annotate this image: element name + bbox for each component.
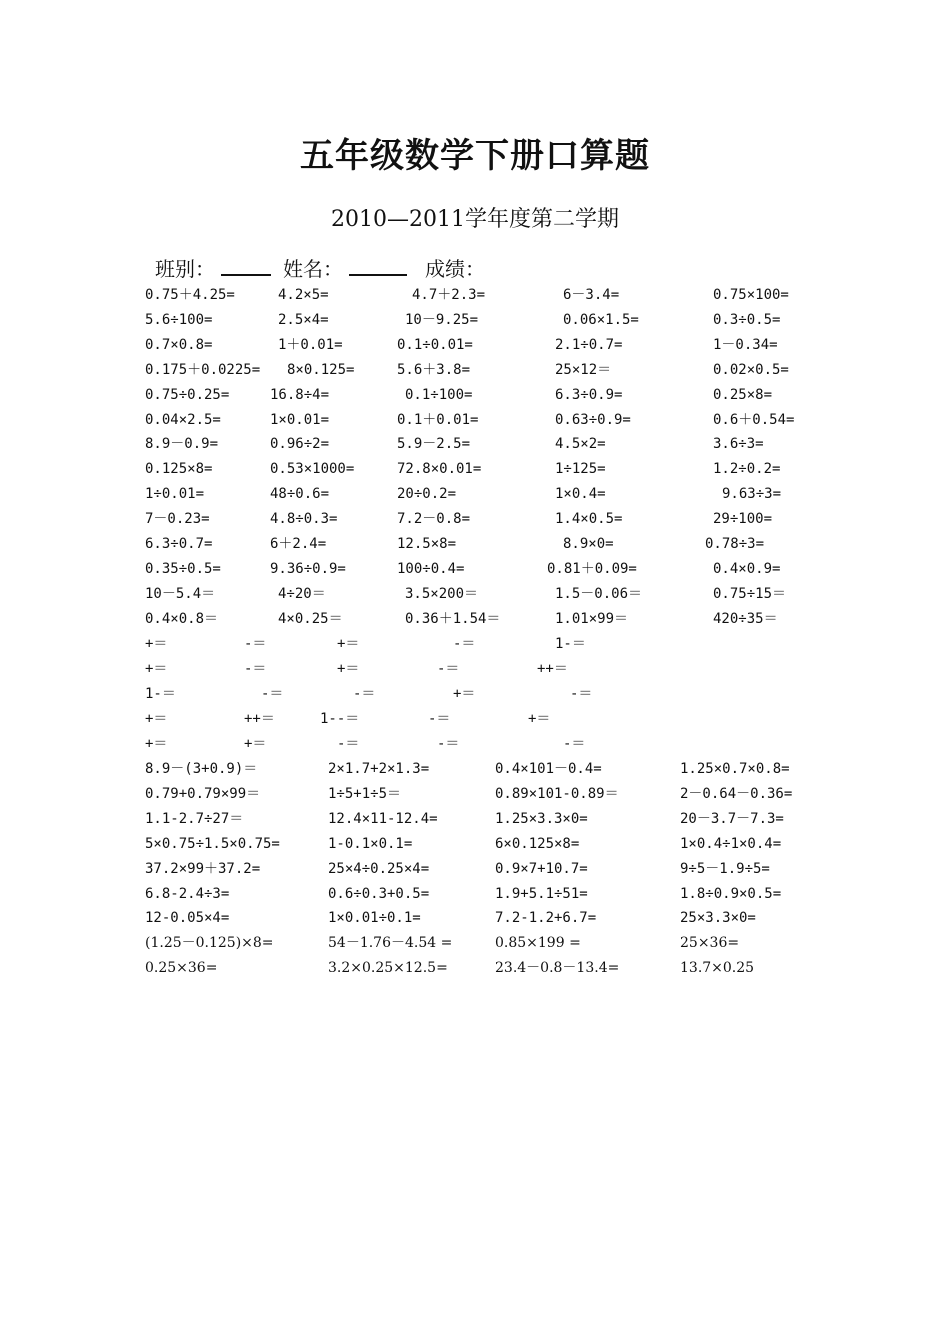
section2-problem: -＝ — [437, 660, 460, 677]
section1-row — [0, 607, 950, 631]
section3-problem: 2×1.7+2×1.3= — [328, 761, 430, 777]
section1-problem: 6＋2.4= — [270, 536, 327, 552]
section3-problem: 6×0.125×8= — [495, 835, 580, 852]
section1-problem: 9.63÷3= — [722, 486, 782, 503]
section1-problem: 5.6÷100= — [145, 311, 213, 328]
section4-row — [0, 931, 950, 955]
score-label: 成绩： — [425, 257, 485, 281]
section1-problem: 4.2×5= — [278, 287, 329, 303]
section2-row — [0, 682, 950, 706]
section1-row — [0, 457, 950, 481]
section2-problem: -＝ — [244, 636, 267, 652]
section2-problem: -＝ — [563, 735, 586, 752]
section1-problem: 0.4×0.9= — [713, 560, 781, 577]
name-label: 姓名： — [283, 257, 343, 281]
section1-problem: 420÷35＝ — [713, 610, 778, 627]
section3-problem: 1÷5+1÷5＝ — [328, 785, 402, 802]
section1-problem: 1.4×0.5= — [555, 511, 623, 528]
section1-problem: 0.78÷3= — [705, 536, 765, 552]
section3-problem: 37.2×99＋37.2= — [145, 860, 261, 877]
section3-row — [0, 832, 950, 856]
section3-problem: 1.25×0.7×0.8= — [680, 761, 790, 777]
section3-problem: 5×0.75÷1.5×0.75= — [145, 835, 280, 852]
section1-problem: 1.2÷0.2= — [713, 461, 781, 478]
section3-problem: 7.2-1.2+6.7= — [495, 910, 597, 927]
section1-problem: 8.9－0.9= — [145, 436, 219, 453]
name-blank — [349, 256, 407, 276]
section3-problem: 2－0.64－0.36= — [680, 785, 793, 802]
student-info — [155, 253, 485, 282]
section2-problem: -＝ — [337, 735, 360, 752]
section1-problem: 1－0.34= — [713, 336, 778, 353]
section1-problem: 0.75÷0.25= — [145, 386, 230, 403]
section1-problem: 0.06×1.5= — [563, 311, 639, 328]
section1-problem: 9.36÷0.9= — [270, 560, 346, 577]
section1-row — [0, 283, 950, 307]
section1-problem: 0.75×100= — [713, 287, 789, 303]
section3-problem: 25×3.3×0= — [680, 910, 756, 927]
section3-problem: 12-0.05×4= — [145, 910, 230, 927]
section1-problem: 1.01×99＝ — [555, 610, 629, 627]
section2-problem: -＝ — [353, 685, 376, 702]
section1-problem: 0.1＋0.01= — [397, 411, 479, 428]
section2-problem: -＝ — [437, 735, 460, 752]
section1-row — [0, 383, 950, 407]
section1-problem: 0.36＋1.54＝ — [405, 610, 501, 627]
section2-problem: 1--＝ — [320, 710, 360, 727]
section3-problem: 20－3.7－7.3= — [680, 810, 784, 827]
section2-problem: -＝ — [244, 660, 267, 677]
page-subtitle: 2010—2011学年度第二学期 — [331, 207, 619, 232]
class-label: 班别： — [155, 257, 215, 281]
section1-problem: 0.1÷100= — [405, 386, 473, 403]
section1-problem: 4÷20＝ — [278, 585, 326, 602]
section1-problem: 6.3÷0.9= — [555, 386, 623, 403]
section3-problem: 0.79+0.79×99＝ — [145, 785, 261, 802]
section4-problem: 23.4－0.8－13.4= — [495, 960, 620, 977]
section4-problem: 0.85×199 = — [495, 935, 581, 952]
section1-problem: 2.1÷0.7= — [555, 336, 623, 353]
section3-problem: 8.9－(3+0.9)＝ — [145, 761, 258, 777]
section1-problem: 0.3÷0.5= — [713, 311, 781, 328]
section3-problem: 1.1-2.7÷27＝ — [145, 810, 244, 827]
section2-problem: +＝ — [528, 710, 551, 727]
section3-problem: 1.8÷0.9×0.5= — [680, 885, 782, 902]
section4-row — [0, 956, 950, 980]
section1-problem: 8.9×0= — [563, 536, 614, 552]
section1-problem: 3.6÷3= — [713, 436, 764, 453]
section1-problem: 4×0.25＝ — [278, 610, 343, 627]
section1-row — [0, 582, 950, 606]
section1-problem: 10－9.25= — [405, 311, 479, 328]
section4-problem: 25×36= — [680, 935, 740, 952]
section2-problem: 1-＝ — [555, 636, 586, 652]
section4-problem: 54－1.76－4.54 = — [328, 935, 453, 952]
section3-problem: 0.9×7+10.7= — [495, 860, 588, 877]
section1-problem: 0.25×8= — [713, 386, 773, 403]
section2-problem: +＝ — [145, 660, 168, 677]
section1-problem: 0.4×0.8＝ — [145, 610, 219, 627]
section3-problem: 1.9+5.1÷51= — [495, 885, 588, 902]
section1-problem: 0.02×0.5= — [713, 361, 789, 378]
section1-row — [0, 557, 950, 581]
section1-problem: 7－0.23= — [145, 511, 210, 528]
section4-problem: (1.25－0.125)×8= — [145, 935, 274, 952]
section2-problem: +＝ — [145, 735, 168, 752]
section1-problem: 12.5×8= — [397, 536, 457, 552]
section2-problem: +＝ — [337, 660, 360, 677]
section1-problem: 48÷0.6= — [270, 486, 330, 503]
section1-problem: 1÷0.01= — [145, 486, 205, 503]
section1-row — [0, 358, 950, 382]
section1-problem: 0.53×1000= — [270, 461, 355, 478]
section1-row — [0, 408, 950, 432]
section1-problem: 5.6＋3.8= — [397, 361, 471, 378]
section3-row — [0, 906, 950, 930]
section1-problem: 8×0.125= — [287, 361, 355, 378]
section1-problem: 10－5.4＝ — [145, 585, 216, 602]
section1-row — [0, 308, 950, 332]
section3-problem: 0.89×101-0.89＝ — [495, 785, 619, 802]
section1-problem: 0.96÷2= — [270, 436, 330, 453]
section1-problem: 3.5×200＝ — [405, 585, 479, 602]
section1-problem: 16.8÷4= — [270, 386, 330, 403]
section2-problem: ++＝ — [537, 660, 568, 677]
section1-problem: 0.7×0.8= — [145, 336, 213, 353]
section1-problem: 0.81＋0.09= — [547, 560, 637, 577]
section1-problem: 0.35÷0.5= — [145, 560, 221, 577]
section3-problem: 0.4×101－0.4= — [495, 761, 602, 777]
section1-problem: 0.04×2.5= — [145, 411, 221, 428]
section1-problem: 25×12＝ — [555, 361, 612, 378]
section1-problem: 4.5×2= — [555, 436, 606, 453]
section1-problem: 0.175＋0.0225= — [145, 361, 261, 378]
section1-problem: 1×0.4= — [555, 486, 606, 503]
section3-row — [0, 807, 950, 831]
section1-problem: 0.63÷0.9= — [555, 411, 631, 428]
section3-row — [0, 782, 950, 806]
section2-problem: +＝ — [145, 636, 168, 652]
section2-problem: -＝ — [570, 685, 593, 702]
section2-problem: +＝ — [453, 685, 476, 702]
section1-problem: 6－3.4= — [563, 287, 620, 303]
section4-problem: 3.2×0.25×12.5= — [328, 960, 448, 977]
section3-problem: 12.4×11-12.4= — [328, 810, 438, 827]
section1-row — [0, 432, 950, 456]
section1-problem: 6.3÷0.7= — [145, 536, 213, 552]
section3-problem: 0.6÷0.3+0.5= — [328, 885, 430, 902]
section1-problem: 2.5×4= — [278, 311, 329, 328]
section3-problem: 1.25×3.3×0= — [495, 810, 588, 827]
class-blank — [221, 256, 271, 276]
section3-problem: 6.8-2.4÷3= — [145, 885, 230, 902]
section1-problem: 100÷0.4= — [397, 560, 465, 577]
section3-problem: 1×0.01÷0.1= — [328, 910, 421, 927]
section1-problem: 20÷0.2= — [397, 486, 457, 503]
page-title: 五年级数学下册口算题 — [300, 136, 650, 176]
section1-problem: 1×0.01= — [270, 411, 330, 428]
section2-row — [0, 657, 950, 681]
section1-problem: 4.7＋2.3= — [412, 287, 486, 303]
section2-problem: +＝ — [145, 710, 168, 727]
section1-row — [0, 333, 950, 357]
section1-problem: 0.75÷15＝ — [713, 585, 787, 602]
section3-row — [0, 757, 950, 781]
section2-problem: -＝ — [261, 685, 284, 702]
section1-problem: 0.75＋4.25= — [145, 287, 235, 303]
section3-row — [0, 857, 950, 881]
section1-row — [0, 482, 950, 506]
section4-problem: 13.7×0.25 — [680, 960, 755, 977]
section2-problem: -＝ — [453, 636, 476, 652]
section3-problem: 9÷5－1.9÷5= — [680, 860, 770, 877]
section1-problem: 4.8÷0.3= — [270, 511, 338, 528]
section1-problem: 5.9－2.5= — [397, 436, 471, 453]
section2-row — [0, 707, 950, 731]
section1-problem: 1＋0.01= — [278, 336, 343, 353]
section1-row — [0, 507, 950, 531]
section2-problem: 1-＝ — [145, 685, 176, 702]
section3-problem: 1-0.1×0.1= — [328, 835, 413, 852]
section1-problem: 0.6＋0.54= — [713, 411, 795, 428]
section1-problem: 7.2－0.8= — [397, 511, 471, 528]
section2-row — [0, 732, 950, 756]
section1-problem: 1.5－0.06＝ — [555, 585, 643, 602]
section3-problem: 1×0.4÷1×0.4= — [680, 835, 782, 852]
section2-problem: +＝ — [244, 735, 267, 752]
section1-problem: 72.8×0.01= — [397, 461, 482, 478]
section3-problem: 25×4÷0.25×4= — [328, 860, 430, 877]
section4-problem: 0.25×36= — [145, 960, 218, 977]
section1-row — [0, 532, 950, 556]
section1-problem: 0.1÷0.01= — [397, 336, 473, 353]
section2-problem: ++＝ — [244, 710, 275, 727]
section1-problem: 29÷100= — [713, 511, 773, 528]
section1-problem: 1÷125= — [555, 461, 606, 478]
section2-problem: -＝ — [428, 710, 451, 727]
section2-problem: +＝ — [337, 636, 360, 652]
section3-row — [0, 882, 950, 906]
section2-row — [0, 632, 950, 656]
section1-problem: 0.125×8= — [145, 461, 213, 478]
